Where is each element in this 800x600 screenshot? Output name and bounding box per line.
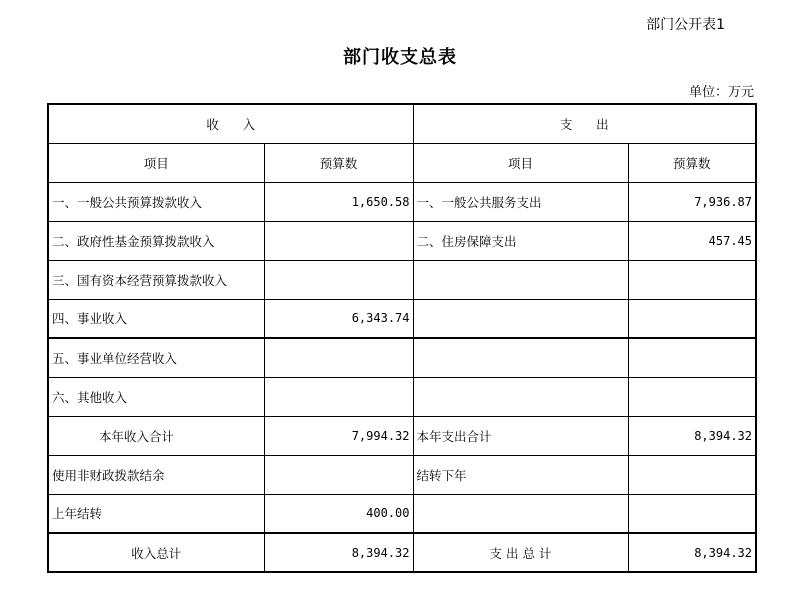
table-row [48, 182, 756, 221]
income-value-cell [264, 455, 413, 494]
income-value-cell [264, 338, 413, 377]
income-item-cell: 二、政府性基金预算拨款收入 [48, 221, 264, 260]
income-subtotal-value: 7,994.32 [264, 416, 413, 455]
column-header-row [48, 143, 756, 182]
form-number: 部门公开表1 [646, 17, 725, 33]
expense-value-cell [628, 455, 756, 494]
expense-item-cell: 二、住房保障支出 [413, 221, 628, 260]
expense-value-cell [628, 299, 756, 338]
expense-item-cell [413, 260, 628, 299]
table-row [48, 299, 756, 338]
income-budget-header: 预算数 [264, 143, 413, 182]
table-row [48, 455, 756, 494]
income-total-value: 8,394.32 [264, 533, 413, 572]
expense-subtotal-value: 8,394.32 [628, 416, 756, 455]
expense-value-cell [628, 260, 756, 299]
table-row [48, 338, 756, 377]
expense-item-cell [413, 494, 628, 533]
expense-item-header: 项目 [413, 143, 628, 182]
income-item-cell: 三、国有资本经营预算拨款收入 [48, 260, 264, 299]
expense-subtotal-label: 本年支出合计 [413, 416, 628, 455]
income-section-header: 收 入 [48, 104, 413, 143]
expense-item-cell: 一、一般公共服务支出 [413, 182, 628, 221]
expense-total-label: 支 出 总 计 [413, 533, 628, 572]
income-item-cell: 一、一般公共预算拨款收入 [48, 182, 264, 221]
income-item-cell: 六、其他收入 [48, 377, 264, 416]
income-value-cell: 6,343.74 [264, 299, 413, 338]
expense-section-header: 支 出 [413, 104, 756, 143]
income-subtotal-label: 本年收入合计 [48, 416, 264, 455]
expense-item-cell [413, 377, 628, 416]
income-item-header: 项目 [48, 143, 264, 182]
expense-item-cell: 结转下年 [413, 455, 628, 494]
subtotal-row [48, 416, 756, 455]
income-item-cell: 五、事业单位经营收入 [48, 338, 264, 377]
income-total-label: 收入总计 [48, 533, 264, 572]
expense-total-value: 8,394.32 [628, 533, 756, 572]
table-row [48, 494, 756, 533]
income-value-cell [264, 377, 413, 416]
income-value-cell [264, 221, 413, 260]
expense-value-cell [628, 494, 756, 533]
expense-item-cell [413, 299, 628, 338]
income-value-cell: 1,650.58 [264, 182, 413, 221]
expense-budget-header: 预算数 [628, 143, 756, 182]
table-row [48, 377, 756, 416]
table-row [48, 260, 756, 299]
income-item-cell: 四、事业收入 [48, 299, 264, 338]
expense-value-cell: 457.45 [628, 221, 756, 260]
grand-total-row [48, 533, 756, 572]
income-item-cell: 上年结转 [48, 494, 264, 533]
unit-label: 单位：万元 [688, 85, 754, 100]
income-value-cell: 400.00 [264, 494, 413, 533]
budget-summary-table [47, 103, 757, 573]
expense-item-cell [413, 338, 628, 377]
income-value-cell [264, 260, 413, 299]
page-title: 部门收支总表 [343, 47, 457, 68]
table-row [48, 221, 756, 260]
expense-value-cell [628, 338, 756, 377]
expense-value-cell [628, 377, 756, 416]
income-item-cell: 使用非财政拨款结余 [48, 455, 264, 494]
section-header-row [48, 104, 756, 143]
expense-value-cell: 7,936.87 [628, 182, 756, 221]
